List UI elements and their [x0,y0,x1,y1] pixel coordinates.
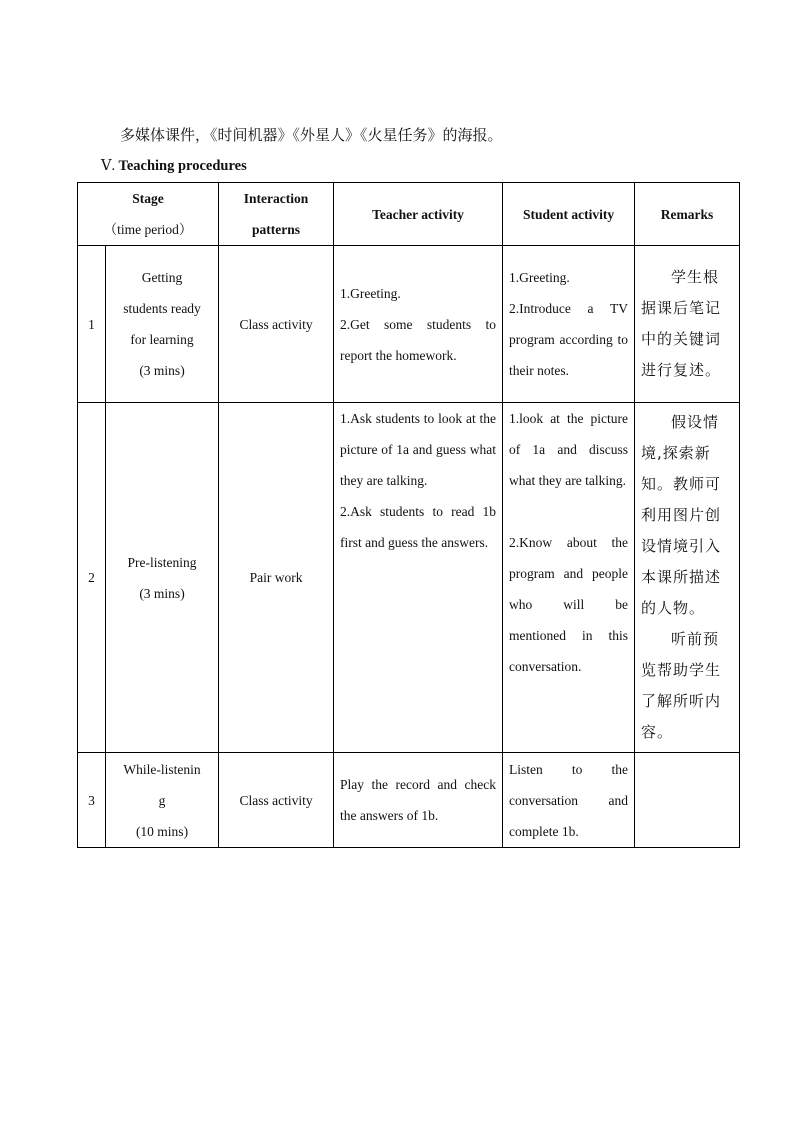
teacher-activity-item: 2.Get some students to report the homework. [340,316,497,363]
teacher-activity-item: 1.Ask students to look at the picture of 1a and guess what they are talking. [340,411,497,488]
teacher-activity-item: 2.Ask students to read 1b first and guess the answers. [340,504,497,550]
header-stage [78,183,219,246]
stage-line: students ready [123,301,201,316]
teacher-activity-cell [334,753,503,848]
stage-line: g [158,792,166,808]
section-number: Ⅴ. [101,158,116,174]
student-activity-item: 2.Introduce a TV program according to their notes. [509,301,629,378]
section-title: Teaching procedures [118,158,247,174]
student-activity-item: Listen to the conversation and complete 1b. [509,761,629,839]
row-number: 2 [78,403,106,753]
interaction-cell: Class activity [219,753,334,848]
section-heading [101,158,247,175]
teacher-activity-item: Play the record and check the answers of 1b. [340,777,497,823]
table-row [78,403,740,753]
student-activity-cell [503,246,635,403]
stage-line: While-listenin [123,761,201,777]
student-activity-item: 1.look at the picture of 1a and discuss what they are talking. [509,411,629,488]
stage-cell [106,246,219,403]
student-activity-cell [503,753,635,848]
remarks-paragraph: 假设情境,探索新知。教师可利用图片创设情境引入本课所描述的人物。 [641,413,722,617]
interaction-cell: Class activity [219,246,334,403]
stage-line: (3 mins) [139,585,185,601]
row-number: 3 [78,753,106,848]
spacer [509,496,628,527]
interaction-cell: Pair work [219,403,334,753]
header-interaction-line2: patterns [252,222,301,237]
header-stage-sub: （time period） [103,222,193,237]
stage-cell [106,753,219,848]
remarks-paragraph: 学生根据课后笔记中的关键词进行复述。 [641,268,722,379]
header-teacher: Teacher activity [334,183,503,246]
stage-line: (10 mins) [135,823,189,839]
teacher-activity-item: 1.Greeting. [340,285,401,301]
header-row [78,183,740,246]
student-activity-item: 1.Greeting. [509,270,570,285]
header-stage-label: Stage [132,191,164,206]
remarks-cell [635,403,740,753]
stage-line: Pre-listening [127,554,197,570]
student-activity-item: 2.Know about the program and people who will be mentioned in this conversation. [509,535,629,674]
stage-cell [106,403,219,753]
remarks-cell [635,246,740,403]
student-activity-cell [503,403,635,753]
teacher-activity-cell [334,246,503,403]
stage-line: for learning [130,332,194,347]
table-row [78,246,740,403]
header-remarks: Remarks [635,183,740,246]
header-interaction-line1: Interaction [243,191,309,206]
remarks-cell [635,753,740,848]
intro-text: 多媒体课件，《时间机器》《外星人》《火星任务》的海报。 [120,128,503,144]
stage-line: (3 mins) [139,363,185,378]
header-interaction [219,183,334,246]
procedures-table [77,182,740,848]
remarks-paragraph: 听前预览帮助学生了解所听内容。 [641,630,722,741]
stage-line: Getting [141,270,183,285]
header-student: Student activity [503,183,635,246]
table-row [78,753,740,848]
teacher-activity-cell [334,403,503,753]
row-number: 1 [78,246,106,403]
